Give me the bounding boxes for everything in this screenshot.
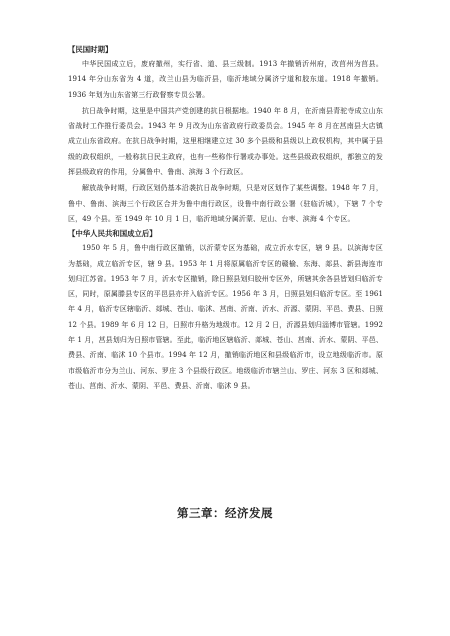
paragraph-republic-era-1: 中华民国成立后，废府撤州，实行省、道、县三级制。1913 年撤销沂州府，改莒州为莒县。1914 年分山东省为 4 道，改兰山县为临沂县，临沂地域分属济宁道和胶东道。1918 年撤销。1936 年划为山东省第三行政督察专员公署。	[68, 60, 383, 99]
section-heading-republic-era: 【民国时期】	[68, 45, 113, 54]
chapter-title: 第三章：经济发展	[177, 506, 273, 520]
document-body	[68, 44, 383, 395]
paragraph-republic-era-2: 抗日战争时期，这里是中国共产党创建的抗日根据地。1940 年 8 月，在沂南县青驼寺成立山东省战时工作推行委员会。1943 年 9 月改为山东省政府行政委员会。1945 年 8 月在莒南县大店镇成立山东省政府。在抗日战争时期，这里相继建立过 30 多个县级和县级以上政权机构，其中属于县级的政权组织，一般称抗日民主政府，也有一些称作行署或办事处。这些县级政权组织，都独立的发挥县级政府的作用，分属鲁中、鲁南、滨海 3 个行政区。	[68, 106, 383, 177]
paragraph-prc-era-1: 1950 年 5 月，鲁中南行政区撤销，以沂蒙专区为基础，成立沂水专区，辖 9 县。以滨海专区为基础，成立临沂专区，辖 9 县。1953 年 1 月将原属临沂专区的赣榆、东海、郯县、新县海连市划归江苏省。1953 年 7 月，沂水专区撤销，除日照县划归胶州专区外，所辖其余各县皆划归临沂专区，同时，原属滕县专区的平邑县亦并入临沂专区。1956 年 3 月，日照县划归临沂专区。至 1961 年 4 月，临沂专区辖临沂、郯城、苍山、临沭、莒南、沂南、沂水、沂源、蒙阴、平邑、费县、日照 12 个县。1989 年 6 月 12 日，日照市升格为地级市。12 月 2 日，沂源县划归淄博市管辖。1992 年 1 月，莒县划归为日照市管辖。至此，临沂地区辖临沂、郯城、苍山、莒南、沂水、蒙阴、平邑、费县、沂南、临沭 10 个县市。1994 年 12 月，撤销临沂地区和县级临沂市，设立地级临沂市。原市级临沂市分为兰山、河东、罗庄 3 个县级行政区。地级临沂市辖兰山、罗庄、河东 3 区和郯城、苍山、莒南、沂水、蒙阴、平邑、费县、沂南、临沭 9 县。	[68, 244, 383, 390]
section-heading-prc-era: 【中华人民共和国成立后】	[68, 229, 157, 239]
paragraph-republic-era-3: 解放战争时期，行政区划仍基本沿袭抗日战争时期，只是对区划作了某些调整。1948 年 7 月，鲁中、鲁南、滨海三个行政区合并为鲁中南行政区，设鲁中南行政公署（驻临沂城），下辖 7 个专区，49 个县。至 1949 年 10 月 1 日，临沂地域分属沂蒙、尼山、台枣、滨海 4 个专区。	[68, 184, 383, 223]
